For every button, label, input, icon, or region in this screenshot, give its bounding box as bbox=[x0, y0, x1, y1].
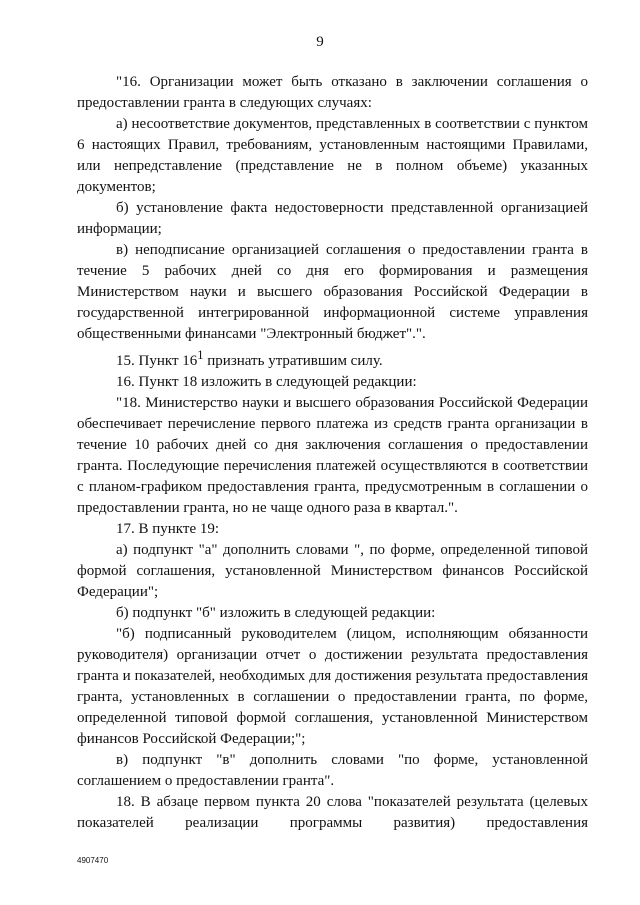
paragraph-16-b: б) установление факта недостоверности представленной организацией информации; bbox=[77, 200, 588, 237]
paragraph-16-item: 16. Пункт 18 изложить в следующей редакции: bbox=[116, 374, 417, 390]
paragraph-18-text: "18. Министерство науки и высшего образования Российской Федерации обеспечивает перечисление первого платежа из средств гранта организации в течение 10 рабочих дней со дня заключения соглашения о предоставлении гранта. Последующие перечисления платежей осуществляются в соответствии с планом-графиком предоставления гранта, предусмотренным в соглашении о предоставлении гранта, но не чаще одного раза в квартал.". bbox=[77, 395, 588, 516]
paragraph-16-a: а) несоответствие документов, представленных в соответствии с пунктом 6 настоящих Правил, требованиям, установленным настоящими Правилами, или непредставление (представление не в полном объеме) указанных документов; bbox=[77, 116, 588, 195]
paragraph-17-b: б) подпункт "б" изложить в следующей редакции: bbox=[116, 605, 436, 621]
paragraph-18-item: 18. В абзаце первом пункта 20 слова "показателей результата (целевых показателей реализации программы развития) предоставления bbox=[77, 794, 588, 831]
paragraph-17-a: а) подпункт "а" дополнить словами ", по форме, определенной типовой формой соглашения, установленной Министерством финансов Российской Федерации"; bbox=[77, 542, 588, 600]
paragraph-17-item: 17. В пункте 19: bbox=[116, 521, 220, 537]
paragraph-15-after: признать утратившим силу. bbox=[203, 353, 383, 369]
paragraph-15-before: 15. Пункт 16 bbox=[116, 353, 198, 369]
paragraph-17-b-text: "б) подписанный руководителем (лицом, исполняющим обязанности руководителя) организации отчет о достижении результата предоставления гранта и показателей, необходимых для достижения результата предоставления гранта, установленных в соглашении о предоставлении гранта, по форме, определенной типовой формой соглашения, установленной Министерством финансов Российской Федерации;"; bbox=[77, 626, 588, 747]
paragraph-15-item bbox=[77, 345, 588, 372]
paragraph-16-v: в) неподписание организацией соглашения о предоставлении гранта в течение 5 рабочих дней со дня его формирования и размещения Министерством науки и высшего образования Российской Федерации в государственной интегрированной информационной системе управления общественными финансами "Электронный бюджет".". bbox=[77, 242, 588, 342]
document-body bbox=[77, 72, 588, 834]
paragraph-15-superscript: 1 bbox=[197, 348, 204, 362]
paragraph-17-v: в) подпункт "в" дополнить словами "по форме, установленной соглашением о предоставлении гранта". bbox=[77, 752, 588, 789]
paragraph-16: "16. Организации может быть отказано в заключении соглашения о предоставлении гранта в следующих случаях: bbox=[77, 74, 588, 111]
page-number: 9 bbox=[316, 34, 324, 50]
document-code: 4907470 bbox=[77, 856, 109, 865]
